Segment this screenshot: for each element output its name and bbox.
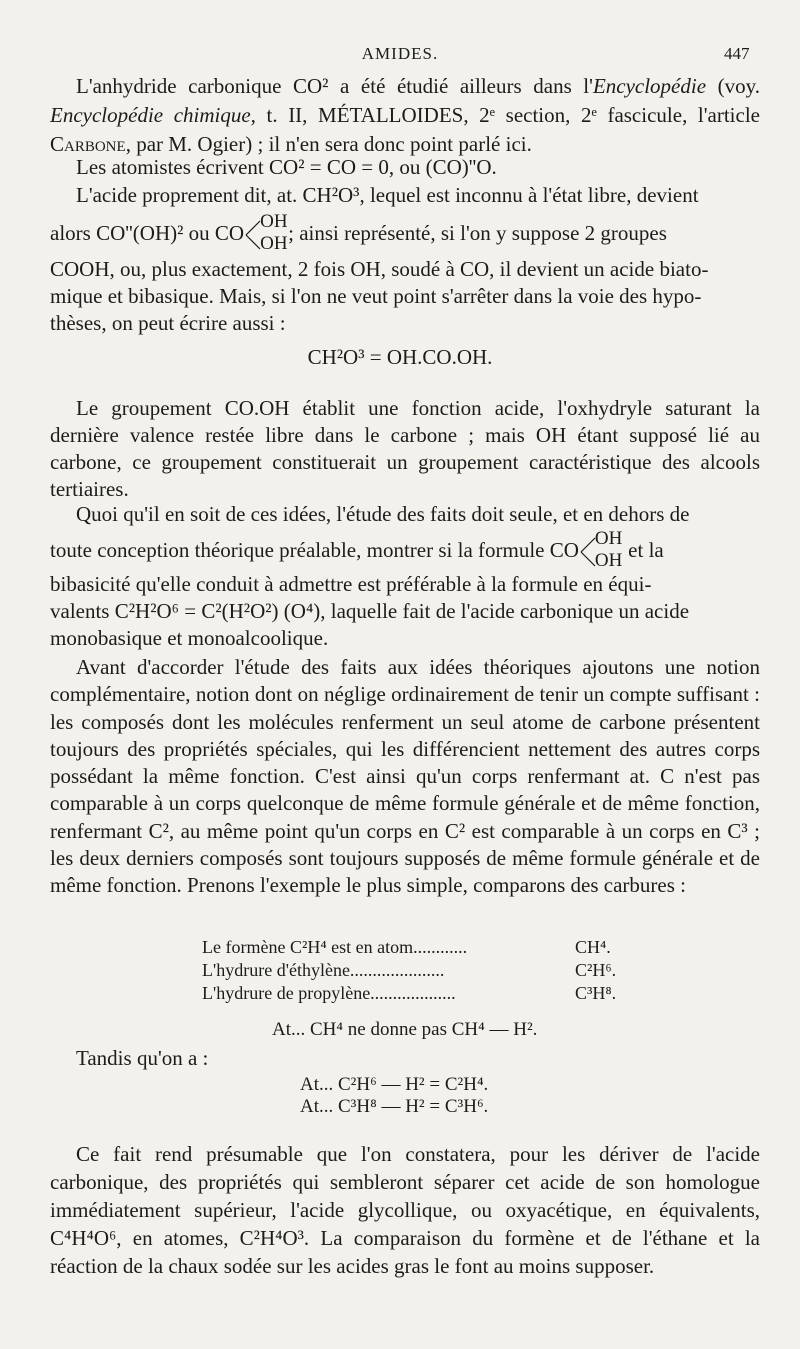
paragraph-5-line-3: bibasicité qu'elle conduit à admettre est préférable à la formule en équi- (50, 572, 652, 596)
stack-bottom-oh: OH (260, 233, 288, 254)
stack2-bottom-oh: OH (594, 550, 623, 571)
table-row-label: L'hydrure d'éthylène..................... (202, 960, 445, 980)
paragraph-1 (50, 72, 760, 159)
paragraph-5-line-2 (50, 530, 664, 574)
table-row-label: Le formène C²H⁴ est en atom............ (202, 937, 468, 957)
p1-carbone: Carbone (50, 132, 126, 156)
table-row-value: C³H⁸. (575, 983, 617, 1003)
paragraph-5-line-1: Quoi qu'il en soit de ces idées, l'étude des faits doit seule, et en dehors de (76, 502, 690, 526)
page-number: 447 (724, 44, 750, 63)
formula-at2: At... C²H⁶ — H² = C²H⁴. (300, 1074, 489, 1095)
tandis-label: Tandis qu'on a : (76, 1046, 209, 1070)
formula-at1: At... CH⁴ ne donne pas CH⁴ — H². (272, 1019, 538, 1040)
p1-text-b: (voy. (706, 74, 760, 98)
paragraph-3-line-4: mique et bibasique. Mais, si l'on ne veut point s'arrêter dans la voie des hypo- (50, 284, 702, 308)
table-row-value: CH⁴. (575, 937, 611, 957)
p5-line2-pre: toute conception théorique préalable, montrer si la formule CO (50, 537, 579, 562)
table-row-value: C²H⁶. (575, 960, 617, 980)
p1-encyclopedie: Encyclopédie (592, 74, 707, 98)
paragraph-3-line-3: COOH, ou, plus exactement, 2 fois OH, soudé à CO, il devient un acide biato- (50, 257, 709, 281)
paragraph-3-line-2 (50, 213, 667, 257)
p1-encyclopedie-chimique: Encyclopédie chimique, (50, 103, 256, 127)
p3-line2-post: ; ainsi représenté, si l'on y suppose 2 groupes (288, 220, 667, 245)
stack2-top-oh: OH (594, 528, 623, 549)
running-header: AMIDES. (361, 44, 439, 63)
paragraph-5-line-4: valents C²H²O⁶ = C²(H²O²) (O⁴), laquelle fait de l'acide carbonique un acide (50, 599, 690, 623)
p5-line2-post: et la (628, 537, 664, 562)
paragraph-2: Les atomistes écrivent CO² = CO = 0, ou (CO)''O. (76, 155, 497, 179)
paragraph-7: Ce fait rend présumable que l'on constatera, pour les dériver de l'acide carbonique, des propriétés qui sembleront séparer cet acide de son homologue immédiatement supérieur, l'acide glycollique, ou oxyacétique, en équivalents, C⁴H⁴O⁶, en atomes, C²H⁴O³. La comparaison du formène et de l'éthane et la réaction de la chaux sodée sur les acides gras le font au moins supposer. (50, 1142, 760, 1278)
stack-top-oh: OH (260, 211, 288, 232)
paragraph-4: Le groupement CO.OH établit une fonction acide, l'oxhydryle saturant la dernière valence restée libre dans le carbone ; mais OH étant supposé lié au carbone, ce groupement constituerait un groupement caractéristique des alcools tertiaires. (50, 396, 760, 501)
paragraph-5-line-5: monobasique et monoalcoolique. (50, 626, 329, 650)
paragraph-6: Avant d'accorder l'étude des faits aux idées théoriques ajoutons une notion complémentaire, notion dont on néglige ordinairement de tenir un compte suffisant : les composés dont les molécules renferment un seul atome de carbone présentent toujours des propriétés spéciales, qui les différencient nettement des autres corps possédant la même fonction. C'est ainsi qu'un corps renfermant at. C n'est pas comparable à un corps quelconque de même formule générale et de même fonction, renfermant C², au même point qu'un corps en C² est comparable à un corps en C³ ; les deux derniers composés sont toujours supposés de même formule générale et de même fonction. Prenons l'exemple le plus simple, comparons des carbures : (50, 655, 760, 898)
structure-co-oh-oh-2 (579, 530, 623, 574)
paragraph-3-line-1: L'acide proprement dit, at. CH²O³, lequel est inconnu à l'état libre, devient (76, 183, 699, 207)
formula-at3: At... C³H⁸ — H² = C³H⁶. (300, 1096, 489, 1117)
p1-text-d: , par M. Ogier) ; il n'en sera donc point parlé ici. (125, 132, 532, 156)
table-row-label: L'hydrure de propylène................... (202, 983, 456, 1003)
paragraph-3-line-5: thèses, on peut écrire aussi : (50, 311, 286, 335)
p1-text-a: L'anhydride carbonique CO² a été étudié ailleurs dans l' (76, 74, 593, 98)
p1-text-c: t. II, MÉTALLOIDES, 2ᵉ section, 2ᵉ fascicule, l'article (255, 103, 760, 127)
p3-line2-pre: alors CO''(OH)² ou CO (50, 220, 245, 245)
formula-ch2o3: CH²O³ = OH.CO.OH. (307, 345, 493, 369)
structure-co-oh-oh (244, 213, 288, 257)
